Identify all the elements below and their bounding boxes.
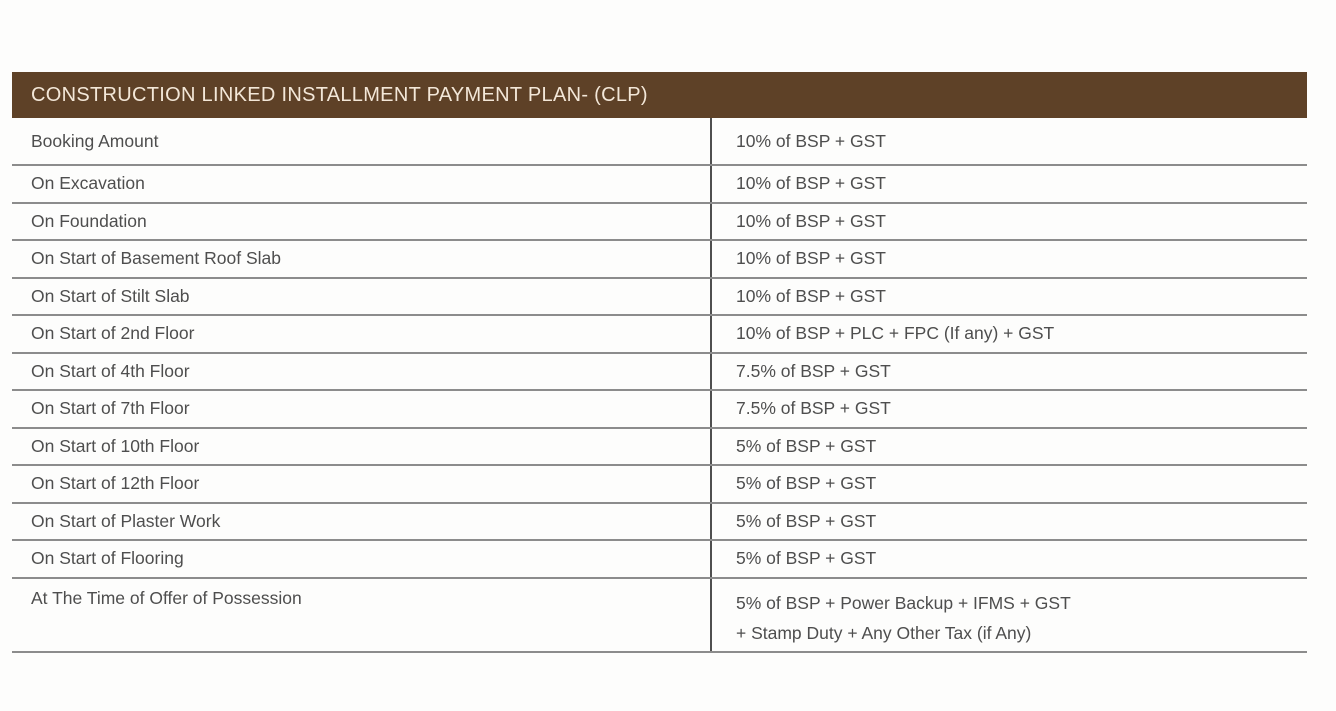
stage-cell [12, 466, 710, 502]
stage-label: On Start of 12th Floor [31, 473, 200, 494]
stage-cell [12, 354, 710, 390]
payment-cell [710, 166, 1307, 202]
payment-cell [710, 316, 1307, 352]
payment-cell [710, 429, 1307, 465]
payment-value: 7.5% of BSP + GST [736, 360, 891, 381]
payment-value: 10% of BSP + GST [736, 248, 886, 269]
payment-value: 10% of BSP + GST [736, 173, 886, 194]
table-row [12, 241, 1307, 279]
stage-cell [12, 241, 710, 277]
stage-cell [12, 316, 710, 352]
stage-label: On Start of 10th Floor [31, 435, 200, 456]
table-row [12, 354, 1307, 392]
payment-value: 5% of BSP + GST [736, 435, 877, 456]
payment-value: 7.5% of BSP + GST [736, 398, 891, 419]
payment-value: 5% of BSP + GST [736, 548, 877, 569]
payment-value-line-1: 5% of BSP + Power Backup + IFMS + GST [736, 592, 1071, 613]
payment-cell [710, 504, 1307, 540]
stage-label: On Excavation [31, 173, 145, 194]
payment-cell [710, 279, 1307, 315]
table-row [12, 204, 1307, 242]
table-row [12, 391, 1307, 429]
stage-label: On Start of Flooring [31, 548, 184, 569]
stage-cell [12, 579, 710, 651]
payment-cell [710, 241, 1307, 277]
stage-cell [12, 429, 710, 465]
payment-value-line-2: + Stamp Duty + Any Other Tax (if Any) [736, 622, 1032, 643]
stage-cell [12, 391, 710, 427]
table-row [12, 579, 1307, 653]
payment-cell [710, 466, 1307, 502]
payment-value: 5% of BSP + GST [736, 473, 877, 494]
stage-label: On Start of Basement Roof Slab [31, 248, 281, 269]
stage-label: On Start of Stilt Slab [31, 285, 190, 306]
stage-cell [12, 166, 710, 202]
payment-value: 10% of BSP + GST [736, 130, 886, 151]
table-row [12, 166, 1307, 204]
payment-cell [710, 541, 1307, 577]
stage-cell [12, 204, 710, 240]
payment-cell [710, 354, 1307, 390]
payment-cell [710, 118, 1307, 164]
payment-value: 10% of BSP + PLC + FPC (If any) + GST [736, 323, 1055, 344]
table-header-bar [12, 72, 1307, 118]
stage-cell [12, 279, 710, 315]
stage-cell [12, 118, 710, 164]
table-title: CONSTRUCTION LINKED INSTALLMENT PAYMENT PLAN- (CLP) [31, 83, 648, 106]
stage-label: On Start of Plaster Work [31, 510, 221, 531]
payment-value: 10% of BSP + GST [736, 210, 886, 231]
payment-value: 5% of BSP + GST [736, 510, 877, 531]
stage-label: Booking Amount [31, 130, 159, 151]
payment-cell [710, 391, 1307, 427]
table-row [12, 541, 1307, 579]
table-row [12, 429, 1307, 467]
stage-label: At The Time of Offer of Possession [31, 587, 302, 608]
payment-value: 10% of BSP + GST [736, 285, 886, 306]
stage-label: On Start of 7th Floor [31, 398, 190, 419]
stage-label: On Foundation [31, 210, 147, 231]
table-row [12, 504, 1307, 542]
table-row [12, 466, 1307, 504]
stage-label: On Start of 2nd Floor [31, 323, 195, 344]
table-row [12, 279, 1307, 317]
stage-cell [12, 504, 710, 540]
payment-cell [710, 579, 1307, 651]
payment-cell [710, 204, 1307, 240]
payment-plan-table [12, 72, 1307, 653]
table-row [12, 118, 1307, 166]
stage-label: On Start of 4th Floor [31, 360, 190, 381]
stage-cell [12, 541, 710, 577]
table-row [12, 316, 1307, 354]
